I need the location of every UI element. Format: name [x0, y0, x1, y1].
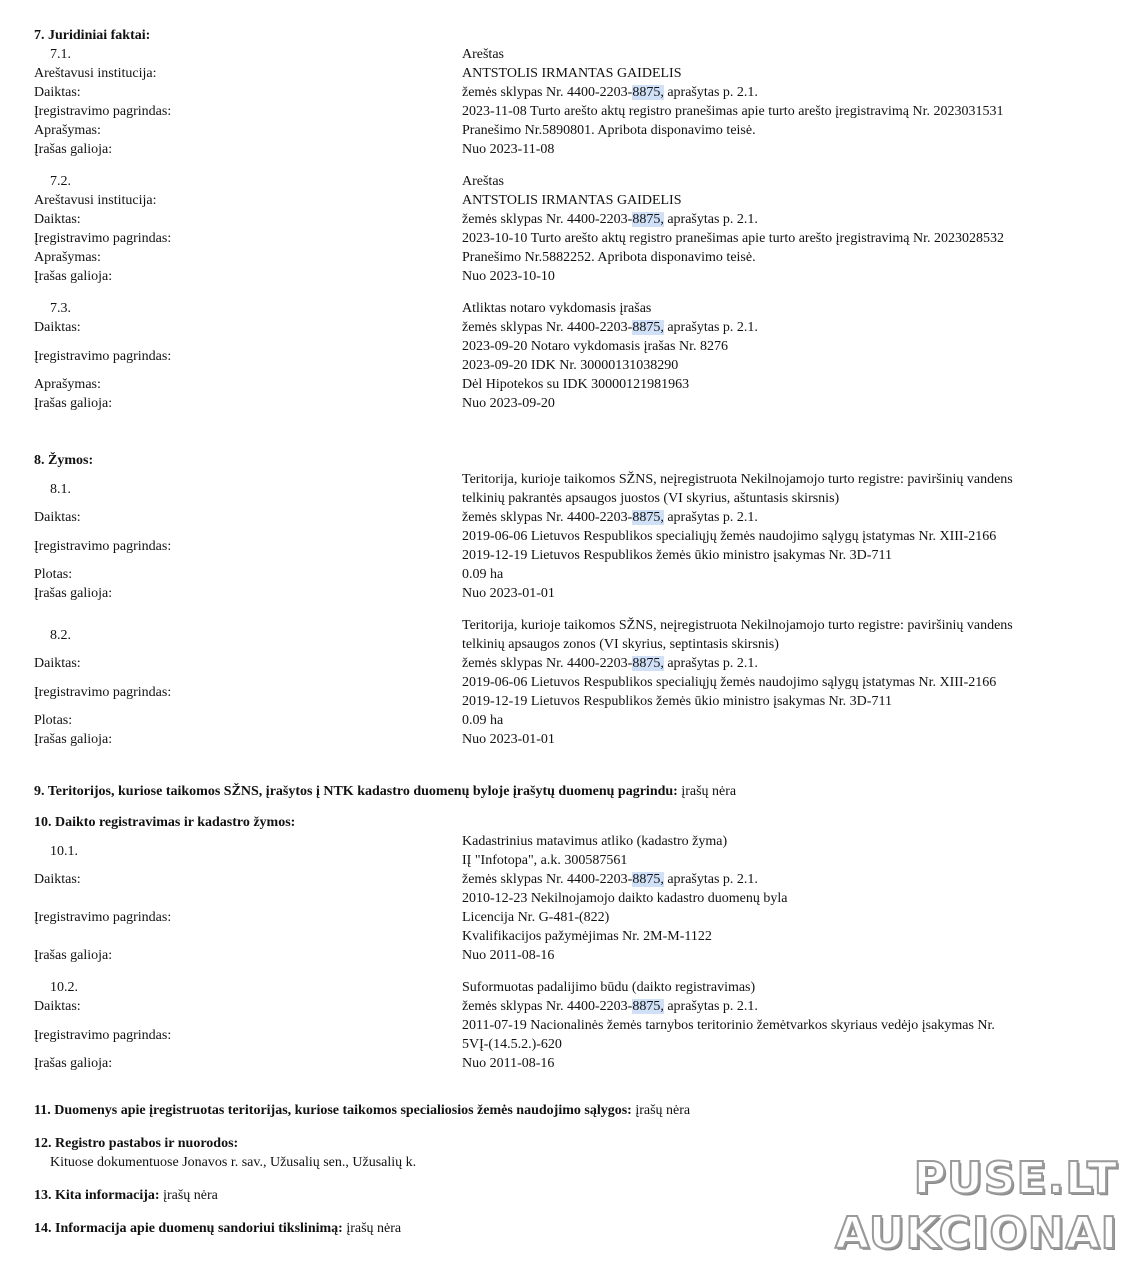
entry-list [34, 832, 1114, 1073]
entry-number: 7.1. [50, 47, 71, 62]
section-title: 9. Teritorijos, kuriose taikomos SŽNS, įrašytos į NTK kadastro duomenų byloje įrašytų duomenų pagrindu: įrašų nėra [34, 784, 737, 799]
field-label: Daiktas: [34, 212, 81, 227]
field-label: Daiktas: [34, 510, 81, 525]
entry-number: 8.1. [50, 481, 71, 497]
field-value [462, 1016, 1114, 1054]
parcel-description: aprašytas p. 2.1. [663, 212, 758, 227]
field-label: Įrašas galioja: [34, 586, 113, 601]
field-value: ANTSTOLIS IRMANTAS GAIDELIS [462, 66, 682, 81]
field-value [462, 527, 1114, 565]
field-row [34, 711, 1114, 730]
field-row [34, 375, 1114, 394]
field-value: Nuo 2023-10-10 [462, 269, 555, 284]
field-value-line: 5VĮ-(14.5.2.)-620 [462, 1037, 562, 1052]
field-label: Įrašas galioja: [34, 269, 113, 284]
highlighted-parcel-suffix: 8875, [632, 656, 664, 671]
entry [34, 832, 1114, 965]
highlighted-parcel-suffix: 8875, [632, 872, 664, 887]
field-label: Įregistravimo pagrindas: [34, 348, 172, 364]
field-label: Įregistravimo pagrindas: [34, 1027, 172, 1043]
entry-number: 10.1. [50, 843, 78, 859]
entry-type-line: Kadastrinius matavimus atliko (kadastro žyma) [462, 834, 728, 849]
field-value: 2023-11-08 Turto arešto aktų registro pranešimas apie turto arešto įregistravimą Nr. 2023031531 [462, 104, 1004, 119]
entry [34, 616, 1114, 749]
field-row [34, 229, 1114, 248]
entry-list [34, 45, 1114, 413]
entry-type-line: Teritorija, kurioje taikomos SŽNS, neįregistruota Nekilnojamojo turto registre: paviršinių vandens [462, 472, 1013, 487]
field-value: 0.09 ha [462, 567, 504, 582]
entry-type: Suformuotas padalijimo būdu (daikto registravimas) [462, 980, 756, 995]
field-row [34, 140, 1114, 159]
registry-note: Kituose dokumentuose Jonavos r. sav., Užusalių sen., Užusalių k. [50, 1155, 417, 1170]
field-label: Įrašas galioja: [34, 732, 113, 747]
entry-type [462, 832, 1114, 870]
field-value-line: Licencija Nr. G-481-(822) [462, 910, 610, 925]
field-value [462, 997, 1114, 1016]
section-title: 12. Registro pastabos ir nuorodos: [34, 1136, 239, 1151]
parcel-number-prefix: žemės sklypas Nr. 4400-2203- [462, 212, 633, 227]
field-label: Aprašymas: [34, 123, 101, 138]
field-row [34, 337, 1114, 375]
parcel-description: aprašytas p. 2.1. [663, 999, 758, 1014]
field-value: Nuo 2011-08-16 [462, 948, 555, 963]
field-row [34, 870, 1114, 889]
field-row [34, 267, 1114, 286]
watermark-line-1: PUSE.LT [913, 1153, 1118, 1204]
field-value-line: 2011-07-19 Nacionalinės žemės tarnybos teritorinio žemėtvarkos skyriaus vedėjo įsakymas Nr. [462, 1018, 995, 1033]
field-row [34, 102, 1114, 121]
highlighted-parcel-suffix: 8875, [632, 212, 664, 227]
field-row [34, 508, 1114, 527]
field-value [462, 870, 1114, 889]
watermark-line-2: AUKCIONAI [835, 1208, 1118, 1259]
parcel-description: aprašytas p. 2.1. [663, 510, 758, 525]
entry-header [34, 299, 1114, 318]
highlighted-parcel-suffix: 8875, [632, 510, 664, 525]
entry-list [34, 470, 1114, 749]
section-juridiniai-faktai [34, 26, 1114, 413]
field-value-line: 2019-06-06 Lietuvos Respublikos specialiųjų žemės naudojimo sąlygų įstatymas Nr. XIII-2166 [462, 675, 997, 690]
field-label: Įrašas galioja: [34, 396, 113, 411]
field-row [34, 889, 1114, 946]
highlighted-parcel-suffix: 8875, [632, 85, 664, 100]
entry [34, 470, 1114, 603]
field-value: 0.09 ha [462, 713, 504, 728]
entry-type [462, 616, 1114, 654]
field-value [462, 654, 1114, 673]
entry [34, 45, 1114, 159]
field-label: Areštavusi institucija: [34, 66, 157, 81]
field-value: ANTSTOLIS IRMANTAS GAIDELIS [462, 193, 682, 208]
field-value-line: 2023-09-20 Notaro vykdomasis įrašas Nr. 8276 [462, 339, 728, 354]
field-row [34, 64, 1114, 83]
parcel-number-prefix: žemės sklypas Nr. 4400-2203- [462, 85, 633, 100]
entry-number: 10.2. [50, 980, 78, 995]
entry-number: 8.2. [50, 627, 71, 643]
section-iregistruotos-teritorijos [34, 1101, 1114, 1120]
entry-type-line: telkinių apsaugos zonos (VI skyrius, septintasis skirsnis) [462, 637, 779, 652]
field-value: Nuo 2023-01-01 [462, 732, 555, 747]
section-title: 14. Informacija apie duomenų sandoriui tikslinimą: įrašų nėra [34, 1221, 402, 1236]
field-label: Įregistravimo pagrindas: [34, 538, 172, 554]
field-value-line: 2010-12-23 Nekilnojamojo daikto kadastro duomenų byla [462, 891, 788, 906]
section-zymos [34, 451, 1114, 749]
field-value: Pranešimo Nr.5882252. Apribota disponavimo teisė. [462, 250, 756, 265]
field-value: Nuo 2011-08-16 [462, 1056, 555, 1071]
field-row [34, 191, 1114, 210]
field-row [34, 318, 1114, 337]
field-label: Įrašas galioja: [34, 142, 113, 157]
field-row [34, 1016, 1114, 1054]
entry-header [34, 978, 1114, 997]
field-value-line: 2019-12-19 Lietuvos Respublikos žemės ūkio ministro įsakymas Nr. 3D-711 [462, 694, 892, 709]
field-label: Plotas: [34, 713, 73, 728]
field-label: Įregistravimo pagrindas: [34, 910, 172, 925]
field-value: 2023-10-10 Turto arešto aktų registro pranešimas apie turto arešto įregistravimą Nr. 2023028532 [462, 231, 1005, 246]
entry-type: Areštas [462, 47, 504, 62]
field-value [462, 318, 1114, 337]
field-label: Aprašymas: [34, 250, 101, 265]
field-value [462, 508, 1114, 527]
field-row [34, 997, 1114, 1016]
entry-header [34, 172, 1114, 191]
field-label: Įregistravimo pagrindas: [34, 231, 172, 246]
parcel-number-prefix: žemės sklypas Nr. 4400-2203- [462, 656, 633, 671]
field-label: Daiktas: [34, 320, 81, 335]
highlighted-parcel-suffix: 8875, [632, 320, 664, 335]
field-row [34, 121, 1114, 140]
field-label: Areštavusi institucija: [34, 193, 157, 208]
field-value-line: 2019-12-19 Lietuvos Respublikos žemės ūkio ministro įsakymas Nr. 3D-711 [462, 548, 892, 563]
field-row [34, 565, 1114, 584]
field-value: Pranešimo Nr.5890801. Apribota disponavimo teisė. [462, 123, 756, 138]
field-label: Aprašymas: [34, 377, 101, 392]
parcel-description: aprašytas p. 2.1. [663, 85, 758, 100]
section-szns-ntk [34, 782, 1114, 801]
entry-type-line: IĮ "Infotopa", a.k. 300587561 [462, 853, 628, 868]
field-row [34, 1054, 1114, 1073]
parcel-description: aprašytas p. 2.1. [663, 320, 758, 335]
field-value: Nuo 2023-09-20 [462, 396, 555, 411]
entry-header [34, 616, 1114, 654]
entry-type [462, 470, 1114, 508]
section-title: 7. Juridiniai faktai: [34, 28, 151, 43]
field-row [34, 527, 1114, 565]
field-value-line: Kvalifikacijos pažymėjimas Nr. 2M-M-1122 [462, 929, 712, 944]
field-row [34, 730, 1114, 749]
field-value: Dėl Hipotekos su IDK 30000121981963 [462, 377, 690, 392]
field-label: Daiktas: [34, 85, 81, 100]
entry-header [34, 45, 1114, 64]
highlighted-parcel-suffix: 8875, [632, 999, 664, 1014]
field-row [34, 394, 1114, 413]
parcel-number-prefix: žemės sklypas Nr. 4400-2203- [462, 999, 633, 1014]
field-value [462, 210, 1114, 229]
entry-header [34, 832, 1114, 870]
field-value [462, 83, 1114, 102]
entry-type: Areštas [462, 174, 504, 189]
section-title: 10. Daikto registravimas ir kadastro žymos: [34, 815, 296, 830]
parcel-description: aprašytas p. 2.1. [663, 656, 758, 671]
parcel-number-prefix: žemės sklypas Nr. 4400-2203- [462, 872, 633, 887]
entry [34, 978, 1114, 1073]
field-label: Įregistravimo pagrindas: [34, 684, 172, 700]
field-label: Daiktas: [34, 656, 81, 671]
section-title: 8. Žymos: [34, 453, 94, 468]
parcel-number-prefix: žemės sklypas Nr. 4400-2203- [462, 510, 633, 525]
entry-type-line: Teritorija, kurioje taikomos SŽNS, neįregistruota Nekilnojamojo turto registre: paviršinių vandens [462, 618, 1013, 633]
entry-number: 7.2. [50, 174, 71, 189]
field-label: Daiktas: [34, 872, 81, 887]
field-value [462, 673, 1114, 711]
field-value [462, 889, 1114, 946]
field-value-line: 2019-06-06 Lietuvos Respublikos specialiųjų žemės naudojimo sąlygų įstatymas Nr. XIII-2166 [462, 529, 997, 544]
entry [34, 172, 1114, 286]
field-row [34, 654, 1114, 673]
field-label: Įrašas galioja: [34, 1056, 113, 1071]
parcel-number-prefix: žemės sklypas Nr. 4400-2203- [462, 320, 633, 335]
entry [34, 299, 1114, 413]
field-row [34, 946, 1114, 965]
field-label: Įregistravimo pagrindas: [34, 104, 172, 119]
parcel-description: aprašytas p. 2.1. [663, 872, 758, 887]
entry-number: 7.3. [50, 301, 71, 316]
field-label: Daiktas: [34, 999, 81, 1014]
entry-header [34, 470, 1114, 508]
section-title: 13. Kita informacija: įrašų nėra [34, 1188, 218, 1203]
field-row [34, 83, 1114, 102]
field-row [34, 248, 1114, 267]
field-value: Nuo 2023-01-01 [462, 586, 555, 601]
field-value: Nuo 2023-11-08 [462, 142, 555, 157]
entry-type-line: telkinių pakrantės apsaugos juostos (VI skyrius, aštuntasis skirsnis) [462, 491, 840, 506]
section-daikto-registravimas [34, 813, 1114, 1073]
field-row [34, 210, 1114, 229]
field-label: Įrašas galioja: [34, 948, 113, 963]
field-value [462, 337, 1114, 375]
field-label: Plotas: [34, 567, 73, 582]
field-value-line: 2023-09-20 IDK Nr. 30000131038290 [462, 358, 679, 373]
entry-type: Atliktas notaro vykdomasis įrašas [462, 301, 652, 316]
document-page [34, 26, 1114, 1238]
field-row [34, 673, 1114, 711]
section-title: 11. Duomenys apie įregistruotas teritorijas, kuriose taikomos specialiosios žemės naudojimo sąlygos: įrašų nėra [34, 1103, 691, 1118]
field-row [34, 584, 1114, 603]
